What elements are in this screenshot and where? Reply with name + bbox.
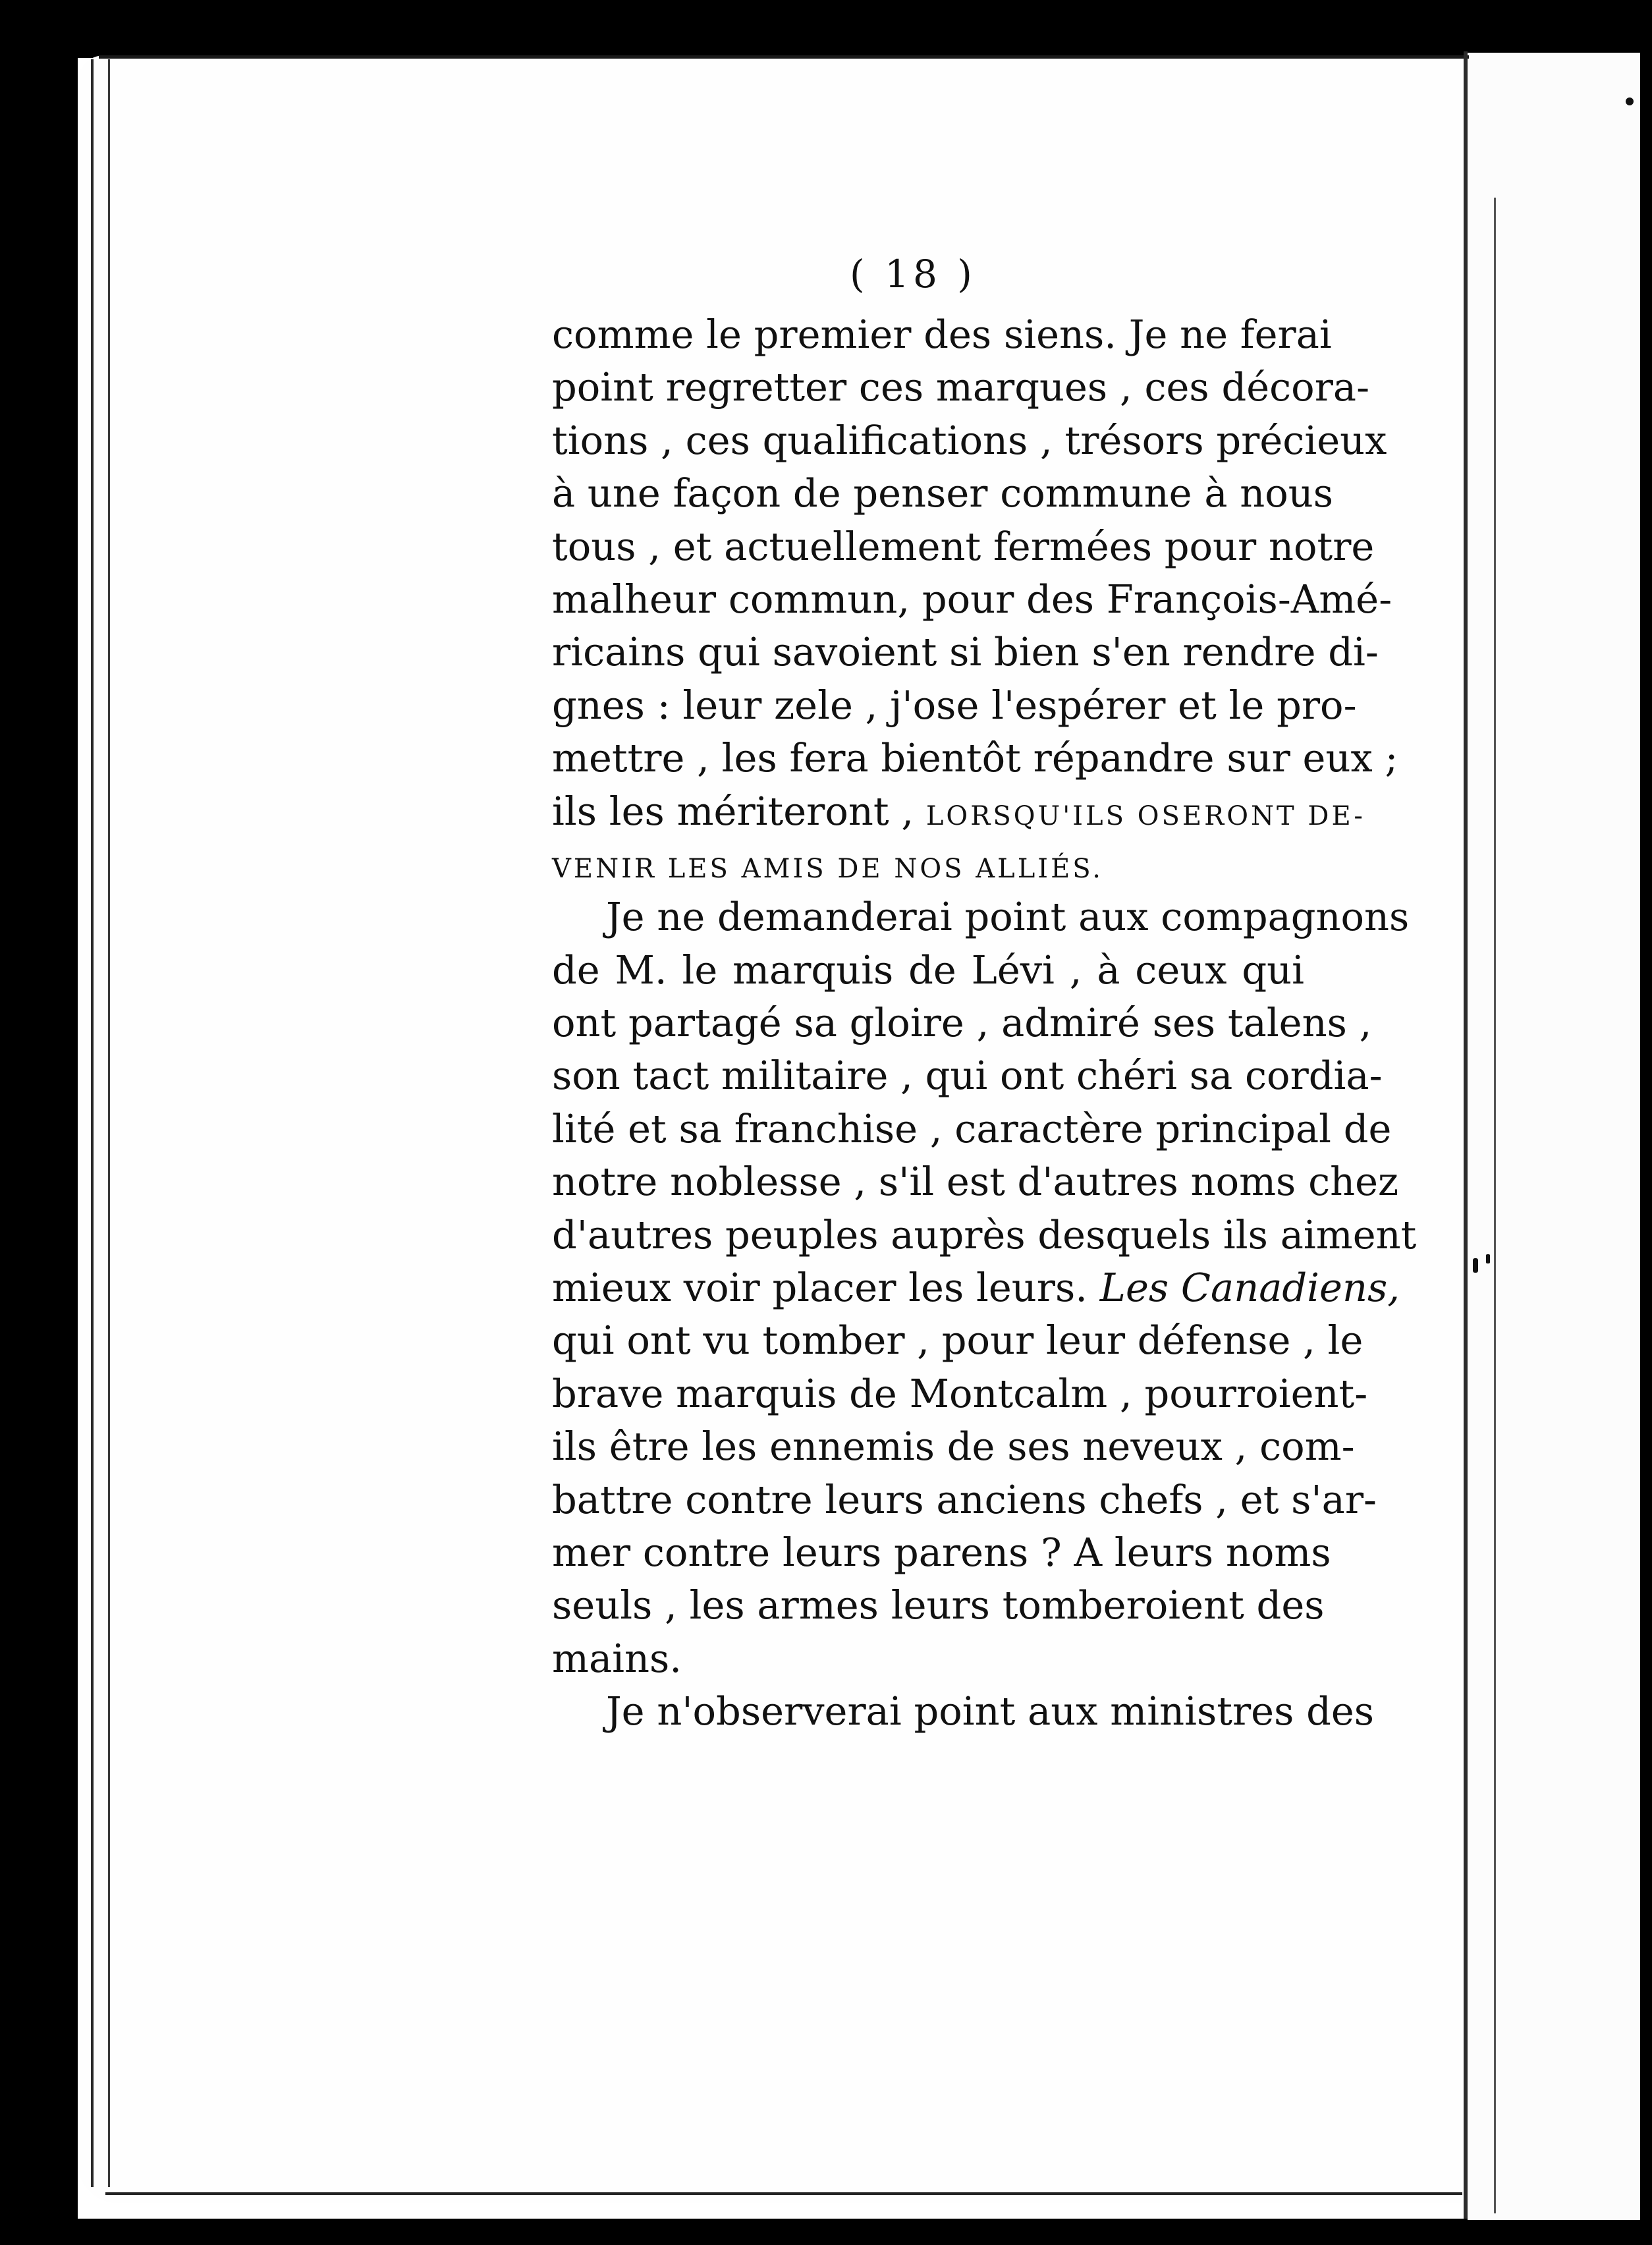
- text-line: à une façon de penser commune à nous: [552, 470, 1334, 516]
- text-run: ils les mériteront ,: [552, 788, 926, 834]
- paragraph-first-line: Je n'observerai point aux ministres des: [606, 1688, 1375, 1734]
- page-bottom-edge: [105, 2192, 1462, 2195]
- small-caps-run: LORSQU'ILS OSERONT DE-: [925, 800, 1365, 831]
- text-line: malheur commun, pour des François-Amé-: [552, 576, 1392, 622]
- text-line: notre noblesse , s'il est d'autres noms chez: [552, 1159, 1399, 1205]
- speck-mark: [1626, 97, 1634, 105]
- page-left-edge: [91, 59, 110, 2187]
- speck-mark: [1473, 1258, 1478, 1273]
- scan-border-top: [0, 0, 1652, 58]
- text-line: [552, 838, 1304, 891]
- gutter-shadow-line: [1494, 198, 1496, 2213]
- paragraph-first-line: Je ne demanderai point aux compagnons: [606, 894, 1410, 940]
- text-run: mieux voir placer les leurs.: [552, 1265, 1100, 1311]
- text-line: d'autres peuples auprès desquels ils aiment: [552, 1211, 1417, 1258]
- text-line: ricains qui savoient si bien s'en rendre di-: [552, 629, 1379, 675]
- text-line: qui ont vu tomber , pour leur défense , le: [552, 1317, 1363, 1364]
- text-line: son tact militaire , qui ont chéri sa cordia-: [552, 1053, 1383, 1099]
- text-line: [552, 785, 1365, 838]
- gutter-fold-line: [1464, 51, 1468, 2219]
- speck-mark: [1486, 1254, 1490, 1263]
- page-top-edge: [99, 55, 1469, 59]
- scan-border-right: [1640, 0, 1652, 2245]
- text-line: comme le premier des siens. Je ne ferai: [552, 312, 1332, 357]
- small-caps-run: VENIR LES AMIS DE NOS ALLIÉS.: [552, 853, 1103, 884]
- text-line: battre contre leurs anciens chefs , et s'ar-: [552, 1476, 1377, 1522]
- text-line: ont partagé sa gloire , admiré ses talens ,: [552, 1000, 1372, 1046]
- text-line: mer contre leurs parens ? A leurs noms: [552, 1529, 1331, 1575]
- scan-border-left: [0, 0, 78, 2245]
- body-text: [552, 308, 1417, 1738]
- text-line: lité et sa franchise , caractère principal de: [552, 1105, 1392, 1151]
- text-line: brave marquis de Montcalm , pourroient-: [552, 1370, 1368, 1416]
- text-line: tous , et actuellement fermées pour notre: [552, 523, 1375, 569]
- text-line: [552, 1261, 1400, 1314]
- paragraph-last-line: mains.: [552, 1635, 682, 1681]
- text-line: mettre , les fera bientôt répandre sur eux ;: [552, 735, 1398, 781]
- text-line: point regretter ces marques , ces décora-: [552, 364, 1370, 410]
- text-line: ils être les ennemis de ses neveux , com-: [552, 1424, 1355, 1470]
- text-line: seuls , les armes leurs tomberoient des: [552, 1582, 1325, 1628]
- italic-run: Les Canadiens,: [1099, 1265, 1400, 1311]
- text-line: gnes : leur zele , j'ose l'espérer et le pro-: [552, 682, 1357, 728]
- text-line: de M. le marquis de Lévi , à ceux qui: [552, 947, 1304, 993]
- text-line: tions , ces qualifications , trésors précieux: [552, 417, 1387, 463]
- page-number-header: ( 18 ): [850, 252, 976, 296]
- scan-border-bottom: [0, 2219, 1652, 2245]
